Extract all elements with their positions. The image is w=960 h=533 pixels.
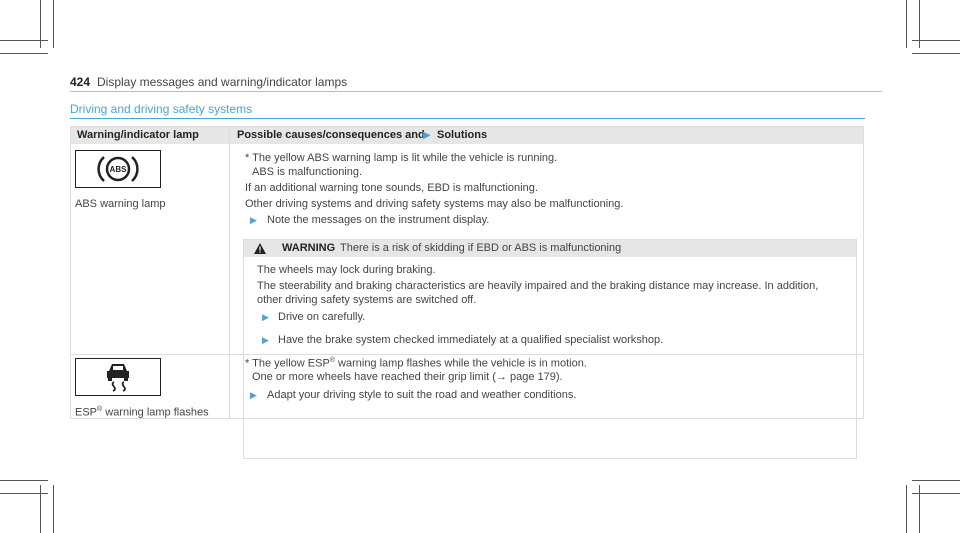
esp-lamp-caption: [75, 406, 209, 419]
crop-mark: [53, 485, 54, 533]
esp-line-1b: warning lamp flashes while the vehicle is in motion.: [338, 357, 587, 370]
crop-mark: [912, 40, 960, 41]
esp-caption-b: warning lamp flashes: [105, 406, 209, 419]
warning-line-1: The wheels may lock during braking.: [257, 264, 436, 276]
esp-line-1a: * The yellow ESP: [245, 357, 330, 370]
warning-header: [244, 240, 856, 257]
crop-mark: [0, 480, 48, 481]
registered-mark: ®: [97, 406, 103, 413]
column-divider: [229, 127, 230, 418]
abs-line-2: ABS is malfunctioning.: [252, 166, 363, 178]
section-title: Driving and driving safety systems: [70, 102, 253, 116]
arrow-icon: ▶: [262, 312, 269, 322]
crop-mark: [906, 0, 907, 48]
crop-mark: [912, 53, 960, 54]
abs-line-4: Other driving systems and driving safety systems may also be malfunctioning.: [245, 198, 624, 210]
esp-skid-icon: [75, 358, 161, 396]
col-header-solutions: Solutions: [437, 129, 488, 141]
esp-line-2: One or more wheels have reached their grip limit (→ page 179).: [252, 371, 563, 383]
abs-line-1: * The yellow ABS warning lamp is lit while the vehicle is running.: [245, 152, 558, 164]
warning-line-3: other driving safety systems are switched off.: [257, 294, 477, 306]
warning-box: [243, 239, 857, 459]
abs-warning-icon: [75, 150, 161, 188]
esp-caption-a: ESP: [75, 406, 98, 419]
warning-action-1: Drive on carefully.: [278, 311, 366, 323]
lamp-table: [70, 126, 864, 419]
col-header-causes: Possible causes/consequences and: [237, 129, 425, 141]
warning-action-2: Have the brake system checked immediately at a qualified specialist workshop.: [278, 334, 664, 346]
crop-mark: [912, 493, 960, 494]
page-number: 424: [70, 75, 91, 89]
crop-mark: [912, 480, 960, 481]
warning-triangle-icon: [254, 243, 266, 254]
table-header: [71, 127, 863, 144]
abs-line-3: If an additional warning tone sounds, EBD is malfunctioning.: [245, 182, 538, 194]
running-header: Display messages and warning/indicator lamps: [97, 75, 348, 89]
arrow-icon: ▶: [262, 335, 269, 345]
section-rule: [70, 118, 865, 119]
crop-mark: [906, 485, 907, 533]
abs-lamp-caption: ABS warning lamp: [75, 198, 166, 210]
crop-mark: [0, 493, 48, 494]
arrow-icon: ▶: [423, 130, 431, 141]
esp-action: Adapt your driving style to suit the road and weather conditions.: [267, 389, 577, 401]
col-header-lamp: Warning/indicator lamp: [77, 129, 199, 141]
warning-text: There is a risk of skidding if EBD or ABS is malfunctioning: [340, 242, 622, 254]
header-rule: [70, 91, 882, 92]
warning-line-2: The steerability and braking characteristics are heavily impaired and the braking distance may increase. In addition,: [257, 280, 819, 292]
warning-label: WARNING: [282, 242, 336, 254]
crop-mark: [0, 53, 48, 54]
registered-mark: ®: [329, 357, 335, 364]
esp-line-1: [245, 357, 587, 370]
crop-mark: [0, 40, 48, 41]
arrow-icon: ▶: [250, 390, 257, 400]
abs-action: Note the messages on the instrument display.: [267, 214, 490, 226]
crop-mark: [53, 0, 54, 48]
arrow-icon: ▶: [250, 215, 257, 225]
svg-text:ABS: ABS: [109, 165, 127, 174]
